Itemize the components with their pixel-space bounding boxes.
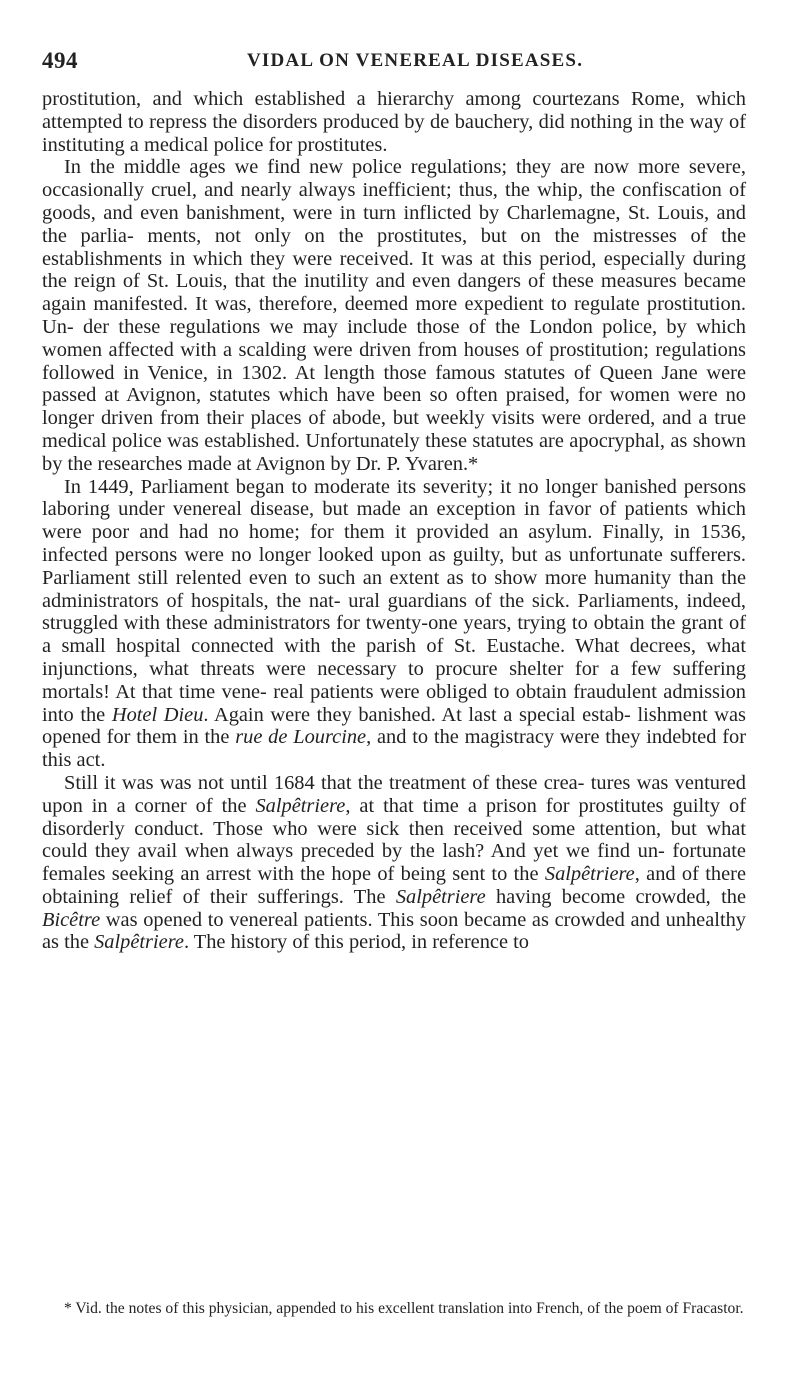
text-run: In the middle ages we find new police regulations; they are now more severe, occasionally cruel, and nearly always inefficient; thus, the whip, the confiscation of goods, and even banishment, were in turn inflicted by Charlemagne, St. Louis, and the parlia- ments, not only on the prostitutes, but on the mistresses of the establishments in which they were received. It was at this period, especially during the reign of St. Louis, that the inutility and even dangers of these measures became again manifested. It was, therefore, deemed more expedient to regulate prostitution. Un- der these regulations we may include those of the London police, by which women affected with a scalding were driven from houses of prostitution; regulations followed in Venice, in 1302. At length those famous statutes of Queen Jane were passed at Avignon, statutes which have been so often praised, for women were no longer driven from their places of abode, but weekly visits were ordered, and a true medical police was established. Unfortunately these statutes are apocryphal, as shown by the researches made at Avignon by Dr. P. Yvaren.* — [42, 156, 746, 475]
body-text — [42, 88, 746, 954]
page-number: 494 — [42, 48, 78, 73]
text-run: prostitution, and which established a hierarchy among courtezans Rome, which attempted to repress the disorders produced by de bauchery, did nothing in the way of instituting a medical police for prostitutes. — [42, 88, 746, 156]
footnote-text: * Vid. the notes of this physician, appended to his excellent translation into French, of the poem of Fracastor. — [64, 1300, 744, 1317]
paragraph-4 — [42, 772, 746, 954]
italic-term: Salpêtriere — [94, 931, 184, 954]
italic-term: rue de Lourcine — [235, 726, 367, 749]
italic-term: Hotel Dieu — [111, 703, 204, 726]
text-run: , at that time a prison for prostitutes guilty of disorderly conduct. Those who were sick then received some attention, but what could they avail when always preceded by the lash? And yet we find un- fortunate females seeking an arrest with the hope of being sent to the — [42, 794, 746, 886]
text-run: . Again were they banished. At last a special estab- lishment was opened for them in the — [42, 703, 746, 749]
running-head: VIDAL ON VENEREAL DISEASES. — [247, 50, 584, 71]
italic-term: Bicêtre — [42, 908, 101, 931]
text-run: , and of there obtaining relief of their sufferings. The — [42, 863, 746, 908]
text-run: In 1449, Parliament began to moderate its severity; it no longer banished persons laboring under venereal disease, but made an exception in favor of patients which were poor and had no home; for them it provided an asylum. Finally, in 1536, infected persons were no longer looked upon as guilty, but as unfortunate sufferers. Parliament still relented even to such an extent as to show more humanity than the administrators of hospitals, the nat- ural guardians of the sick. Parliaments, indeed, struggled with these administrators for twenty-one years, trying to obtain the grant of a small hospital connected with the parish of St. Eustache. What decrees, what injunctions, what threats were necessary to procure shelter for a few suffering mortals! At that time vene- real patients were obliged to obtain fraudulent admission into the — [42, 475, 746, 726]
italic-term: Salpêtriere — [395, 885, 486, 908]
paragraph-2 — [42, 156, 746, 475]
italic-term: Salpêtriere — [544, 863, 635, 886]
page-header — [42, 48, 742, 78]
paragraph-1 — [42, 88, 746, 156]
text-run: was opened to venereal patients. This soon became as crowded and unhealthy as the — [42, 908, 746, 954]
paragraph-3 — [42, 476, 746, 772]
text-run: . The history of this period, in reference to — [183, 931, 529, 954]
text-run: Still it was was not until 1684 that the treatment of these crea- tures was ventured upon in a corner of the — [42, 771, 746, 817]
text-run: , and to the magistracy were they indebted for this act. — [42, 726, 746, 772]
footnote — [42, 1299, 746, 1319]
italic-term: Salpêtriere — [255, 794, 346, 817]
text-run: having become crowded, the — [485, 885, 746, 908]
